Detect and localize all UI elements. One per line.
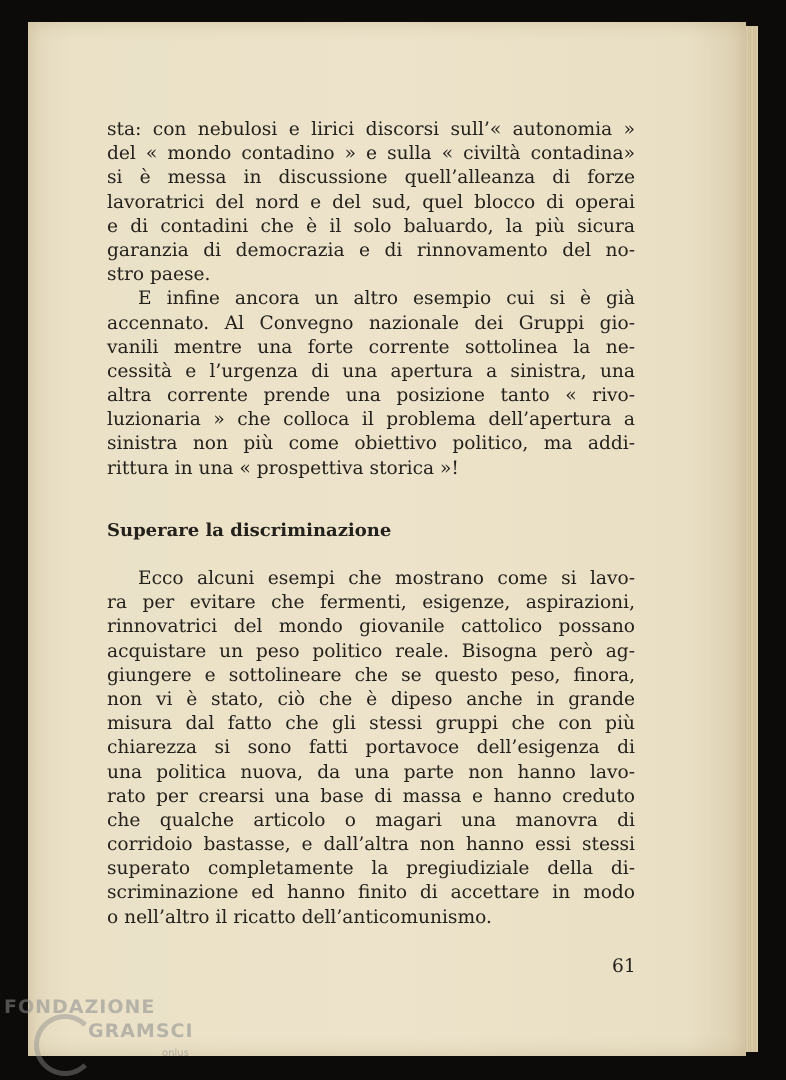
text-line: non vi è stato, ciò che è dipeso anche in grande	[107, 688, 635, 710]
watermark-line-1: FONDAZIONE	[4, 996, 156, 1018]
text-line: accennato. Al Convegno nazionale dei Gruppi gio-	[107, 312, 635, 334]
text-line: e di contadini che è il solo baluardo, la più sicura	[107, 215, 635, 237]
text-line: vanili mentre una forte corrente sottolinea la ne-	[107, 336, 635, 358]
text-line: giungere e sottolineare che se questo peso, finora,	[107, 664, 635, 686]
text-line: superato completamente la pregiudiziale della di-	[107, 858, 635, 880]
text-line: sinistra non più come obiettivo politico, ma addi-	[107, 433, 635, 455]
text-line: rittura in una « prospettiva storica »!	[107, 457, 459, 479]
text-line: corridoio bastasse, e dall’altra non hanno essi stessi	[107, 834, 635, 856]
text-line: una politica nuova, da una parte non hanno lavo-	[107, 761, 635, 783]
watermark-line-2: GRAMSCI	[88, 1020, 194, 1042]
page-edge	[744, 26, 758, 1052]
text-line: Ecco alcuni esempi che mostrano come si lavo-	[138, 568, 635, 589]
text-line: o nell’altro il ricatto dell’anticomunismo.	[107, 906, 492, 928]
text-line: lavoratrici del nord e del sud, quel blocco di operai	[107, 191, 635, 213]
text-line: che qualche articolo o magari una manovra di	[107, 809, 635, 831]
text-line: stro paese.	[107, 264, 211, 286]
paragraph-3	[107, 567, 635, 930]
text-line: altra corrente prende una posizione tanto « rivo-	[107, 385, 635, 407]
text-line: rinnovatrici del mondo giovanile cattolico possano	[107, 616, 635, 638]
section-heading: Superare la discriminazione	[107, 520, 392, 541]
text-line: misura dal fatto che gli stessi gruppi che con più	[107, 713, 635, 735]
text-line: scriminazione ed hanno finito di accettare in modo	[107, 882, 635, 904]
text-line: garanzia di democrazia e di rinnovamento del no-	[107, 239, 635, 261]
text-line: ra per evitare che fermenti, esigenze, aspirazioni,	[107, 592, 635, 614]
text-line: chiarezza si sono fatti portavoce dell’esigenza di	[107, 737, 635, 759]
text-line: acquistare un peso politico reale. Bisogna però ag-	[107, 640, 635, 662]
watermark-line-3: onlus	[162, 1048, 189, 1059]
page-number: 61	[612, 956, 636, 977]
text-line: sta: con nebulosi e lirici discorsi sull’« autonomia »	[107, 119, 635, 140]
text-line: E infine ancora un altro esempio cui si è già	[138, 288, 635, 310]
text-line: cessità e l’urgenza di una apertura a sinistra, una	[107, 360, 635, 382]
text-line: luzionaria » che colloca il problema dell’apertura a	[107, 409, 635, 431]
text-line: si è messa in discussione quell’alleanza di forze	[107, 167, 635, 189]
text-line: rato per crearsi una base di massa e hanno creduto	[107, 785, 635, 807]
text-line: del « mondo contadino » e sulla « civiltà contadina»	[107, 143, 635, 165]
paragraph-1	[107, 118, 635, 481]
